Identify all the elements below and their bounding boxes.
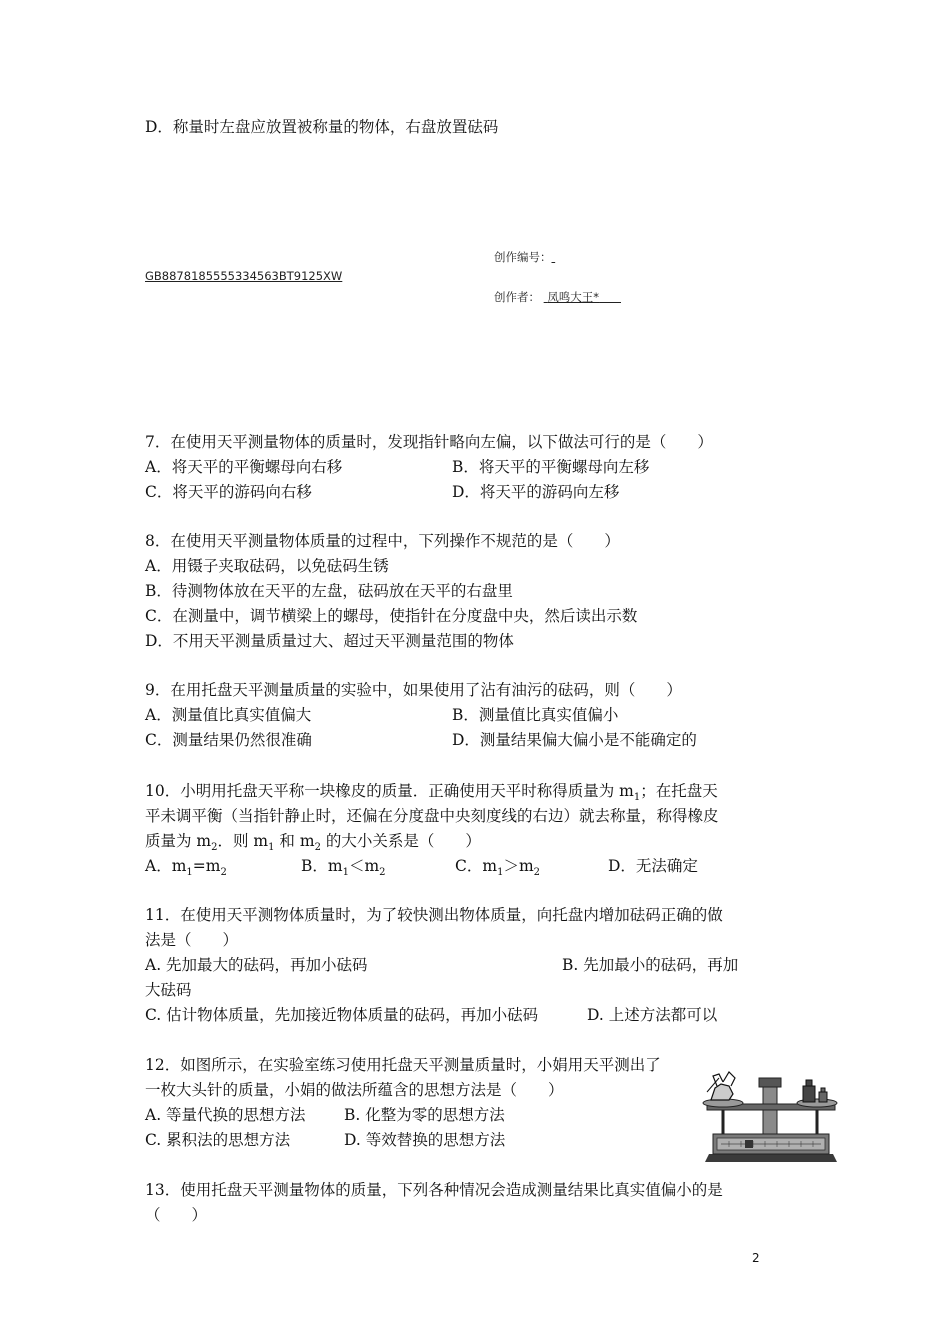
creation-code-value: GB8878185555334563BT9125XW xyxy=(145,269,343,283)
q10-line-2: 平未调平衡（当指针静止时，还偏在分度盘中央刻度线的右边）就去称量，称得橡皮 xyxy=(145,807,719,825)
option-d-text: D．称量时左盘应放置被称量的物体，右盘放置砝码 xyxy=(145,118,499,136)
q8-option-b: B．待测物体放在天平的左盘，砝码放在天平的右盘里 xyxy=(145,582,513,600)
balance-scale-figure xyxy=(699,1064,843,1166)
q7-option-a: A．将天平的平衡螺母向右移 xyxy=(145,458,343,476)
q10-line-1: 10．小明用托盘天平称一块橡皮的质量．正确使用天平时称得质量为 $m_1$；在托盘天 xyxy=(145,782,718,804)
q11-option-b-cont: 大砝码 xyxy=(145,981,192,999)
q13-line-2: （ ） xyxy=(145,1206,208,1224)
q12-option-a: A. 等量代换的思想方法 xyxy=(145,1106,306,1124)
q8-option-d: D．不用天平测量质量过大、超过天平测量范围的物体 xyxy=(145,632,514,650)
q11-line-2: 法是（ ） xyxy=(145,931,239,949)
q7-stem: 7．在使用天平测量物体的质量时，发现指针略向左偏，以下做法可行的是（ ） xyxy=(145,433,713,451)
q13-line-1: 13．使用托盘天平测量物体的质量，下列各种情况会造成测量结果比真实值偏小的是 xyxy=(145,1181,723,1199)
q9-option-a: A．测量值比真实值偏大 xyxy=(145,706,312,724)
q11-option-d: D. 上述方法都可以 xyxy=(587,1006,718,1024)
q11-option-b: B. 先加最小的砝码，再加 xyxy=(562,956,739,974)
q12-option-d: D. 等效替换的思想方法 xyxy=(344,1131,506,1149)
q12-line-2: 一枚大头针的质量，小娟的做法所蕴含的思想方法是（ ） xyxy=(145,1081,564,1099)
q11-option-c: C. 估计物体质量，先加接近物体质量的砝码，再加小砝码 xyxy=(145,1006,539,1024)
creation-code-label xyxy=(494,247,555,267)
q9-option-b: B．测量值比真实值偏小 xyxy=(452,706,619,724)
page-number: 2 xyxy=(752,1251,760,1265)
q12-option-b: B. 化整为零的思想方法 xyxy=(344,1106,505,1124)
q9-stem: 9．在用托盘天平测量质量的实验中，如果使用了沾有油污的砝码，则（ ） xyxy=(145,681,682,699)
q9-option-c: C．测量结果仍然很准确 xyxy=(145,731,312,749)
q10-option-c: C．$m_1>m_2$ xyxy=(455,857,541,879)
q12-option-c: C. 累积法的思想方法 xyxy=(145,1131,291,1149)
author-line xyxy=(494,287,621,307)
q7-option-c: C．将天平的游码向右移 xyxy=(145,483,312,501)
q11-option-a: A. 先加最大的砝码，再加小砝码 xyxy=(145,956,368,974)
q8-option-c: C．在测量中，调节横梁上的螺母，使指针在分度盘中央，然后读出示数 xyxy=(145,607,638,625)
q11-line-1: 11．在使用天平测物体质量时，为了较快测出物体质量，向托盘内增加砝码正确的做 xyxy=(145,906,723,924)
q10-line-3: 质量为 $m_2$．则 $m_1$ 和 $m_2$ 的大小关系是（ ） xyxy=(145,832,481,854)
q10-option-d: D．无法确定 xyxy=(608,857,698,875)
q8-stem: 8．在使用天平测量物体质量的过程中，下列操作不规范的是（ ） xyxy=(145,532,620,550)
author-name: 凤鸣大王* xyxy=(547,290,600,304)
code-label-text: 创作编号： xyxy=(494,250,552,264)
author-label: 创作者： xyxy=(494,290,540,304)
q7-option-d: D．将天平的游码向左移 xyxy=(452,483,620,501)
q9-option-d: D．测量结果偏大偏小是不能确定的 xyxy=(452,731,697,749)
q8-option-a: A．用镊子夹取砝码，以免砝码生锈 xyxy=(145,557,389,575)
q10-option-b: B．$m_1<m_2$ xyxy=(301,857,386,879)
q7-option-b: B．将天平的平衡螺母向左移 xyxy=(452,458,650,476)
q10-option-a: A．$m_1=m_2$ xyxy=(145,857,227,879)
q12-line-1: 12．如图所示，在实验室练习使用托盘天平测量质量时，小娟用天平测出了 xyxy=(145,1056,661,1074)
